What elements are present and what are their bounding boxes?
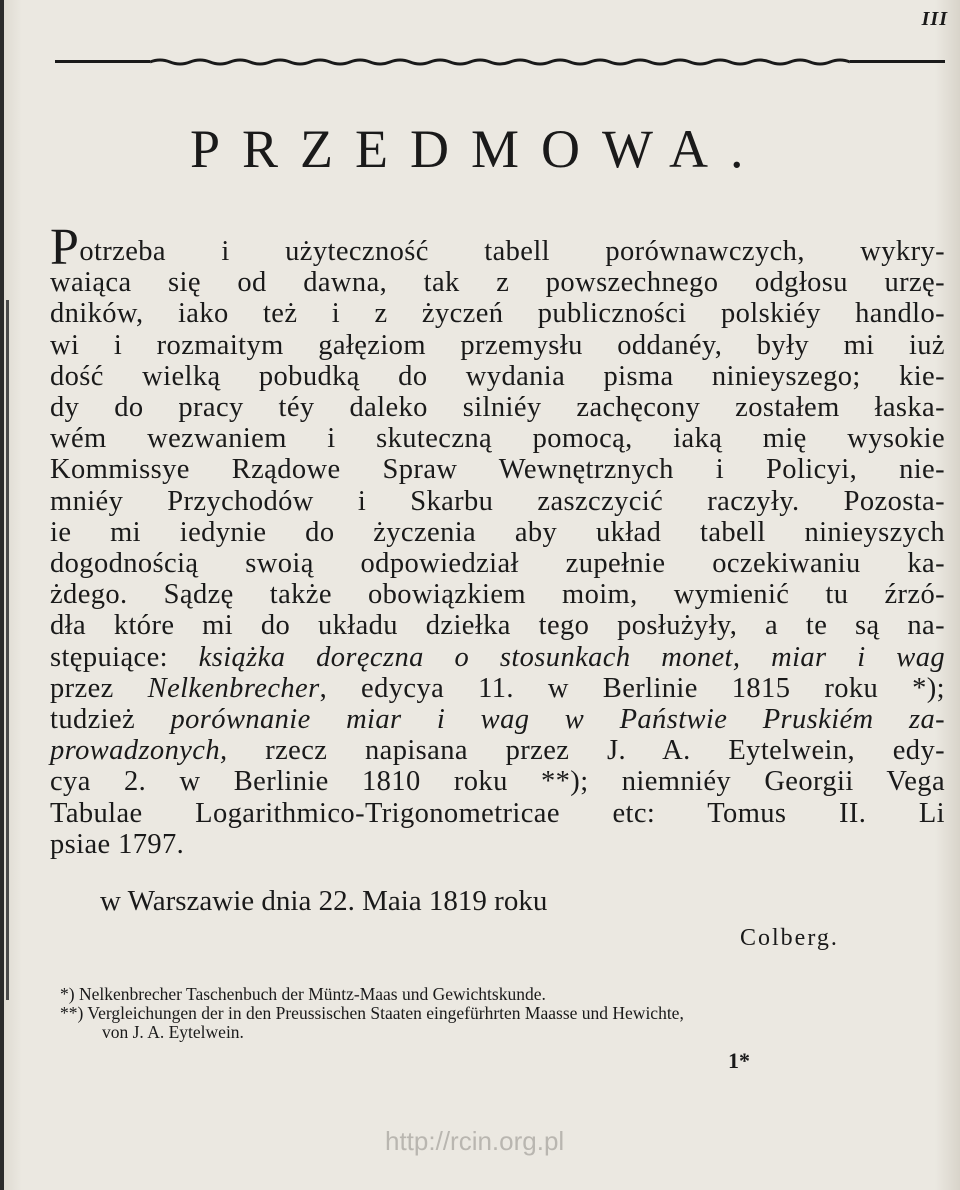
text-line: dników, iako też i z życzeń publiczności polskiéy handlo- <box>50 298 945 330</box>
text-line: ie mi iedynie do życzenia aby układ tabell ninieyszych <box>50 516 945 548</box>
printer-signature-mark: 1* <box>728 1048 750 1073</box>
text-line: żdego. Sądzę także obowiązkiem moim, wymienić tu źrzó- <box>50 579 945 611</box>
text-run: stępuiące: <box>50 641 199 673</box>
text-run: tudzież <box>50 704 171 736</box>
text-line: waiąca się od dawna, tak z powszechnego odgłosu urzę- <box>50 267 945 299</box>
text-run: przez <box>50 672 148 704</box>
text-line: wém wezwaniem i skuteczną pomocą, iaką mię wysokie <box>50 423 945 455</box>
text-line: dogodnością swoią odpowiedział zupełnie oczekiwaniu ka- <box>50 548 945 580</box>
text-line: Kommissye Rządowe Spraw Wewnętrznych i Policyi, nie- <box>50 454 945 486</box>
footnotes <box>60 985 950 1042</box>
ornamental-rule <box>55 58 945 64</box>
text-line-final: psiae 1797. <box>50 828 185 860</box>
date-line: w Warszawie dnia 22. Maia 1819 roku <box>100 885 548 917</box>
footnote-2-continuation: von J. A. Eytelwein. <box>102 1022 244 1042</box>
italic-author-run: Nelkenbrecher <box>147 672 320 704</box>
source-watermark: http://rcin.org.pl <box>385 1126 565 1156</box>
text-line: Tabulae Logarithmico-Trigonometricae etc: Tomus II. Li <box>50 797 945 829</box>
text-line: dość wielką pobudką do wydania pisma ninieyszego; kie- <box>50 360 945 392</box>
text-line <box>50 704 945 735</box>
italic-title-run: porównanie miar i wag w Państwie Pruskiém za- <box>170 704 945 736</box>
page-binding-edge-inner <box>6 300 9 1000</box>
text-line: mniéy Przychodów i Skarbu zaszczycić raczyły. Pozosta- <box>50 485 945 517</box>
italic-title-run: prowadzonych, <box>50 735 228 767</box>
text-line <box>50 673 945 704</box>
text-line <box>50 735 945 766</box>
text-line <box>50 219 945 276</box>
footnote-1: *) Nelkenbrecher Taschenbuch der Müntz-Maas und Gewichtskunde. <box>60 984 546 1004</box>
text-line: cya 2. w Berlinie 1810 roku **); niemniéy Georgii Vega <box>50 766 945 798</box>
author-signature: Colberg. <box>740 925 839 951</box>
page-number: III <box>921 8 948 30</box>
preface-body <box>50 219 945 860</box>
first-line-text: otrzeba i użyteczność tabell porównawczych, wykry- <box>79 236 945 267</box>
text-line <box>50 642 945 673</box>
text-run: rzecz napisana przez J. A. Eytelwein, edy- <box>227 735 945 767</box>
text-line: dy do pracy téy daleko silniéy zachęcony zostałem łaska- <box>50 392 945 424</box>
text-line: dła które mi do układu dziełka tego posłużyły, a te są na- <box>50 610 945 642</box>
footnote-2: **) Vergleichungen der in den Preussischen Staaten eingefürhrten Maasse und Hewichte, <box>60 1003 684 1023</box>
italic-title-run: książka doręczna o stosunkach monet, miar i wag <box>198 641 945 673</box>
page-binding-edge <box>0 0 4 1190</box>
text-run: , edycya 11. w Berlinie 1815 roku *); <box>319 672 945 704</box>
drop-cap: P <box>50 219 80 276</box>
page-title: PRZEDMOWA. <box>190 119 766 179</box>
text-line: wi i rozmaitym gałęziom przemysłu oddanéy, były mi iuż <box>50 329 945 361</box>
